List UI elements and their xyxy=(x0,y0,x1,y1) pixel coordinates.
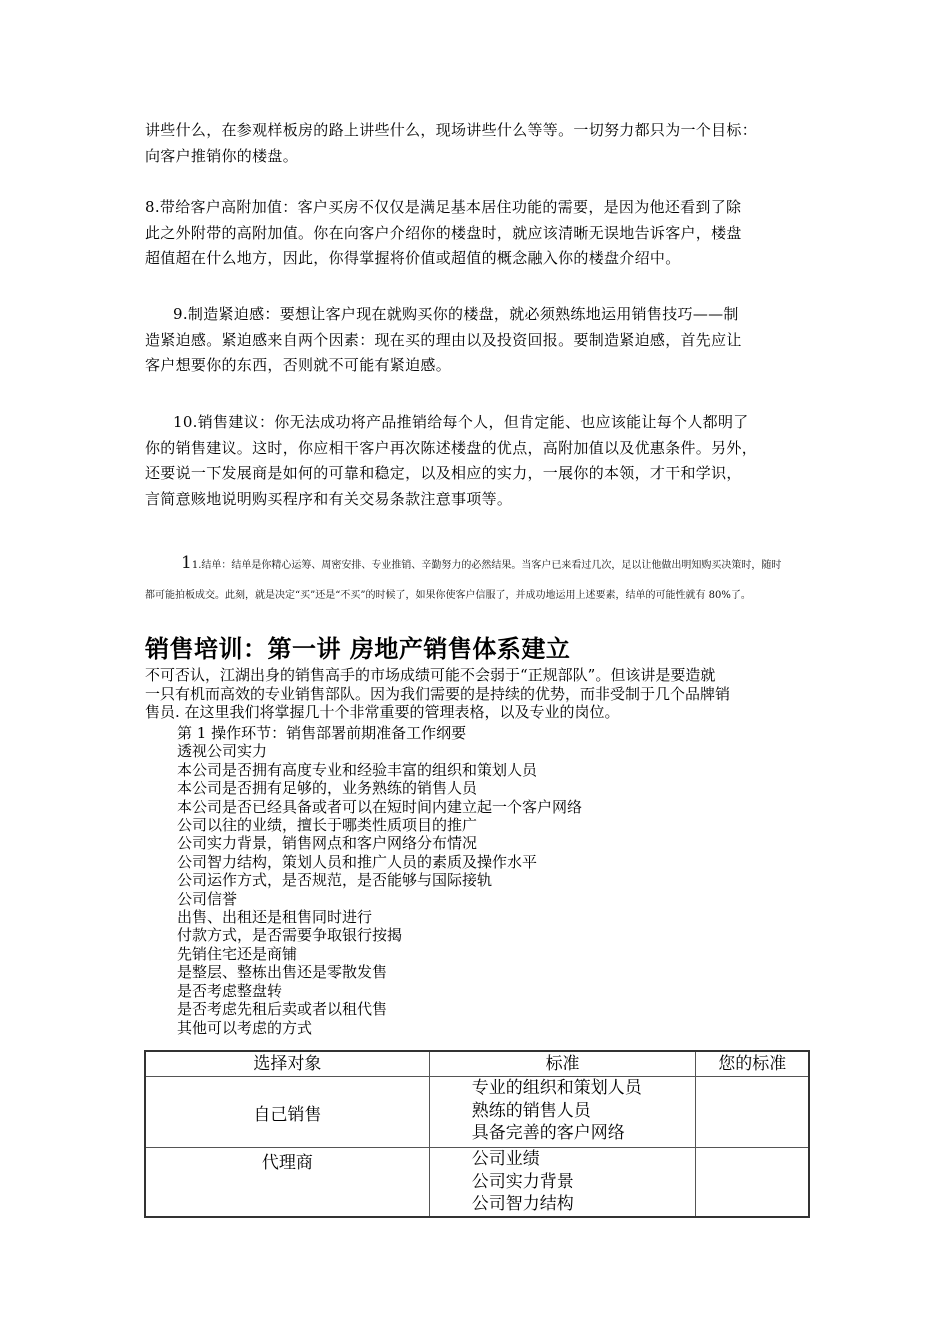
checklist-item: 公司智力结构，策划人员和推广人员的素质及操作水平 xyxy=(177,852,538,871)
footnote-line xyxy=(145,553,810,573)
column-header: 您的标准 xyxy=(696,1051,809,1077)
checklist xyxy=(177,724,582,1037)
text-line: 不可否认，江湖出身的销售高手的市场成绩可能不会弱于“正规部队”。但该讲是要造就 xyxy=(145,666,716,684)
criteria-item: 公司实力背景 xyxy=(471,1171,574,1192)
your-standard-cell[interactable] xyxy=(696,1077,809,1148)
checklist-item: 出售、出租还是租售同时进行 xyxy=(177,908,373,927)
checklist-item: 公司以往的业绩，擅长于哪类性质项目的推广 xyxy=(177,816,478,835)
text-line: 讲些什么，在参观样板房的路上讲些什么，现场讲些什么等等。一切努力都只为一个目标： xyxy=(145,121,758,139)
text-line: 9.制造紧迫感：要想让客户现在就购买你的楼盘，就必须熟练地运用销售技巧——制 xyxy=(173,305,739,323)
checklist-item: 付款方式，是否需要争取银行按揭 xyxy=(177,926,403,945)
table-row xyxy=(145,1148,809,1217)
checklist-item: 第 1 操作环节：销售部署前期准备工作纲要 xyxy=(177,724,467,742)
table-cell xyxy=(145,1148,429,1217)
footnote-line: 都可能拍板成交。此刻，就是决定“买”还是“不买”的时候了，如果你使客户信服了，并成功地运用上述要素，结单的可能性就有 80%了。 xyxy=(145,590,751,601)
text-line: 造紧迫感。紧迫感来自两个因素：现在买的理由以及投资回报。要制造紧迫感，首先应让 xyxy=(145,330,742,349)
checklist-item: 是整层、整栋出售还是零散发售 xyxy=(177,963,388,982)
text-line: 8.带给客户高附加值：客户买房不仅仅是满足基本居住功能的需要，是因为他还看到了除 xyxy=(145,198,742,216)
criteria-table xyxy=(144,1050,810,1218)
criteria-item: 具备完善的客户网络 xyxy=(471,1123,625,1143)
item-9-paragraph xyxy=(145,302,810,379)
criteria-list xyxy=(430,1077,696,1145)
item-10-paragraph xyxy=(145,410,810,512)
checklist-item: 本公司是否拥有高度专业和经验丰富的组织和策划人员 xyxy=(177,760,538,779)
text-line: 还要说一下发展商是如何的可靠和稳定，以及相应的实力，一展你的本领，才干和学识， xyxy=(145,464,742,482)
checklist-item: 先销住宅还是商铺 xyxy=(177,944,298,963)
text-line: 超值超在什么地方，因此，你得掌握将价值或超值的概念融入你的楼盘介绍中。 xyxy=(145,249,681,267)
section-heading: 销售培训：第一讲 房地产销售体系建立 xyxy=(145,635,571,663)
criteria-item: 熟练的销售人员 xyxy=(471,1100,591,1121)
checklist-item: 是否考虑先租后卖或者以租代售 xyxy=(177,1000,388,1019)
top-paragraph xyxy=(145,118,810,169)
text-line: 言简意赅地说明购买程序和有关交易条款注意事项等。 xyxy=(145,489,513,508)
checklist-item: 公司信誉 xyxy=(177,889,238,908)
criteria-item: 公司业绩 xyxy=(471,1149,540,1169)
your-standard-cell[interactable] xyxy=(696,1148,809,1217)
table-cell xyxy=(429,1148,696,1217)
text-line: 你的销售建议。这时，你应相干客户再次陈述楼盘的优点，高附加值以及优惠条件。另外， xyxy=(145,438,758,457)
checklist-item: 透视公司实力 xyxy=(177,742,268,761)
checklist-item: 其他可以考虑的方式 xyxy=(177,1018,313,1037)
text-line: 10.销售建议：你无法成功将产品推销给每个人，但肯定能、也应该能让每个人都明了 xyxy=(173,413,749,431)
footnote-lead-number: 1 xyxy=(181,553,192,573)
criteria-list xyxy=(430,1148,696,1216)
checklist-item: 本公司是否已经具备或者可以在短时间内建立起一个客户网络 xyxy=(177,797,583,816)
intro-paragraph xyxy=(145,666,810,722)
criteria-item: 公司智力结构 xyxy=(471,1194,574,1214)
selection-target: 代理商 xyxy=(261,1153,313,1173)
table-cell xyxy=(429,1077,696,1148)
text-line: 此之外附带的高附加值。你在向客户介绍你的楼盘时，就应该清晰无误地告诉客户，楼盘 xyxy=(145,223,742,242)
item-8-paragraph xyxy=(145,195,810,272)
checklist-item: 本公司是否拥有足够的，业务熟练的销售人员 xyxy=(177,779,478,798)
selection-target: 自己销售 xyxy=(253,1104,322,1125)
criteria-item: 专业的组织和策划人员 xyxy=(471,1078,642,1098)
text-line: 客户想要你的东西，否则就不可能有紧迫感。 xyxy=(145,356,452,374)
text-line: 一只有机而高效的专业销售部队。因为我们需要的是持续的优势，而非受制于几个品牌销 xyxy=(145,684,731,703)
footnote xyxy=(145,553,810,603)
table-row xyxy=(145,1077,809,1148)
checklist-item: 是否考虑整盘转 xyxy=(177,981,283,1000)
checklist-item: 公司实力背景，销售网点和客户网络分布情况 xyxy=(177,834,478,853)
column-header: 标准 xyxy=(429,1051,696,1077)
column-header: 选择对象 xyxy=(145,1051,429,1077)
checklist-item: 公司运作方式，是否规范，是否能够与国际接轨 xyxy=(177,871,493,890)
text-line: 向客户推销你的楼盘。 xyxy=(145,146,299,165)
text-line: 售员. 在这里我们将掌握几十个非常重要的管理表格，以及专业的岗位。 xyxy=(145,703,620,722)
table-cell xyxy=(145,1077,429,1148)
footnote-text: 1.结单：结单是你精心运筹、周密安排、专业推销、辛勤努力的必然结果。当客户已来看过几次，足以让他做出明知购买决策时，随时 xyxy=(191,560,782,571)
table-header-row xyxy=(145,1051,809,1077)
